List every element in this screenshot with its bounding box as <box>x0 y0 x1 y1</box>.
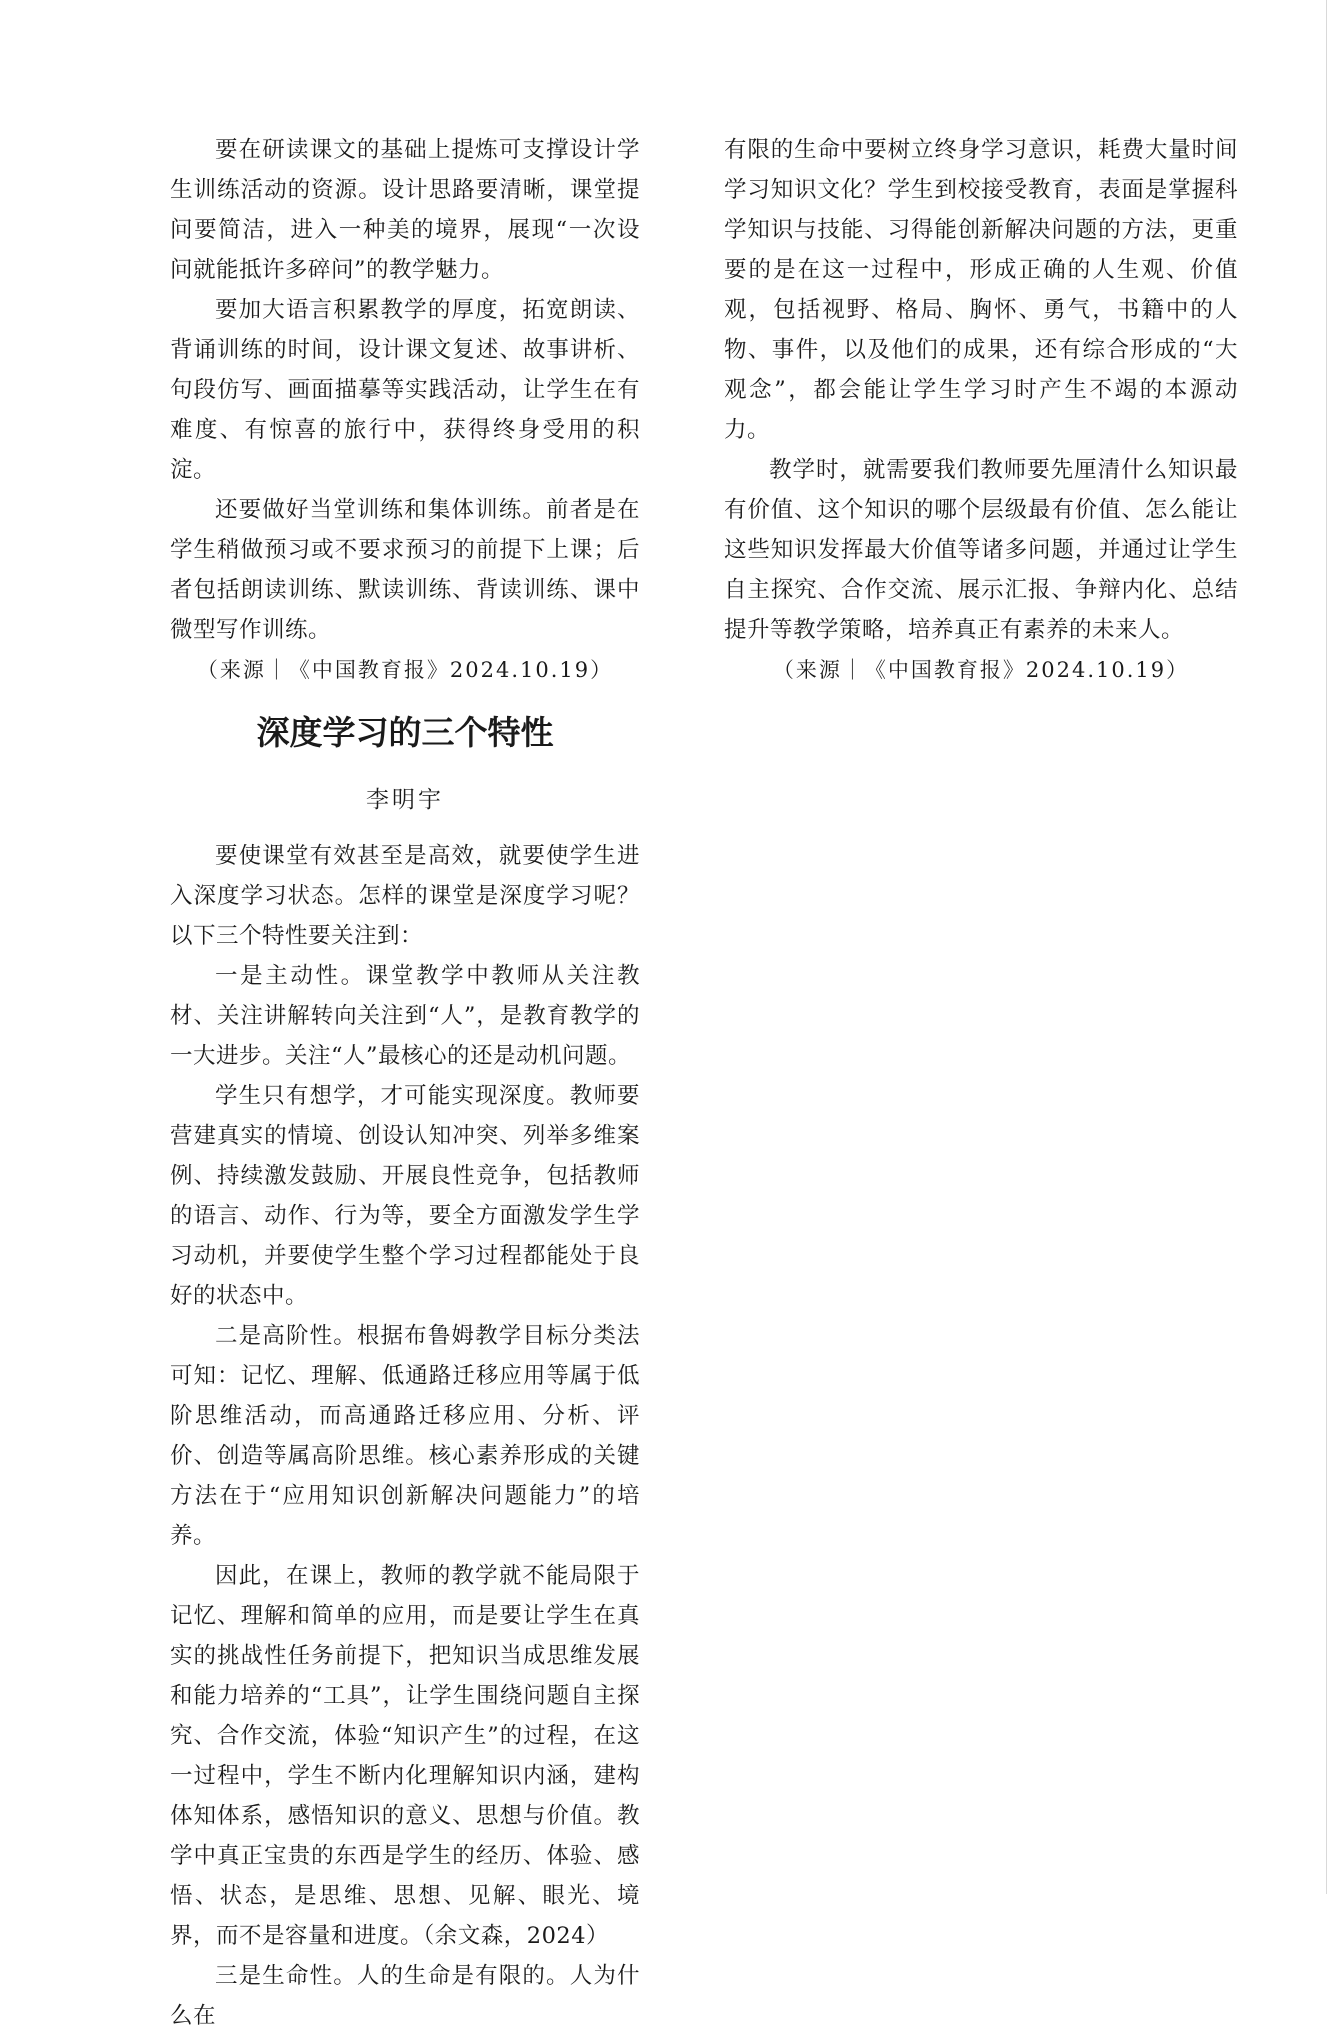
intro-paragraph-1: 要在研读课文的基础上提炼可支撑设计学生训练活动的资源。设计思路要清晰，课堂提问要简洁，进入一种美的境界，展现“一次设问就能抵许多碎问”的教学魅力。 <box>170 137 640 283</box>
article-paragraph-4: 二是高阶性。根据布鲁姆教学目标分类法可知：记忆、理解、低通路迁移应用等属于低阶思维活动，而高通路迁移应用、分析、评价、创造等属高阶思维。核心素养形成的关键方法在于“应用知识创新解决问题能力”的培养。 <box>170 1323 640 1549</box>
article-paragraph-1: 要使课堂有效甚至是高效，就要使学生进入深度学习状态。怎样的课堂是深度学习呢？以下三个特性要关注到： <box>170 843 640 949</box>
right-column <box>724 130 1238 690</box>
intro-paragraph-3: 还要做好当堂训练和集体训练。前者是在学生稍做预习或不要求预习的前提下上课；后者包括朗读训练、默读训练、背读训练、课中微型写作训练。 <box>170 497 640 643</box>
article-paragraph-2: 一是主动性。课堂教学中教师从关注教材、关注讲解转向关注到“人”，是教育教学的一大进步。关注“人”最核心的还是动机问题。 <box>170 963 640 1069</box>
continuation-paragraph: 有限的生命中要树立终身学习意识，耗费大量时间学习知识文化？学生到校接受教育，表面是掌握科学知识与技能、习得能创新解决问题的方法，更重要的是在这一过程中，形成正确的人生观、价值观，包括视野、格局、胸怀、勇气，书籍中的人物、事件，以及他们的成果，还有综合形成的“大观念”，都会能让学生学习时产生不竭的本源动力。 <box>724 137 1238 443</box>
page-edge-divider <box>1326 0 1327 1894</box>
article-title: 深度学习的三个特性 <box>256 713 554 752</box>
article-paragraph-6: 三是生命性。人的生命是有限的。人为什么在 <box>170 1963 640 2029</box>
article-paragraph-3: 学生只有想学，才可能实现深度。教师要营建真实的情境、创设认知冲突、列举多维案例、持续激发鼓励、开展良性竞争，包括教师的语言、动作、行为等，要全方面激发学生学习动机，并要使学生整个学习过程都能处于良好的状态中。 <box>170 1083 640 1309</box>
source-citation-left: （来源｜《中国教育报》2024.10.19） <box>196 658 614 682</box>
intro-paragraph-2: 要加大语言积累教学的厚度，拓宽朗读、背诵训练的时间，设计课文复述、故事讲析、句段仿写、画面描摹等实践活动，让学生在有难度、有惊喜的旅行中，获得终身受用的积淀。 <box>170 297 640 483</box>
article-author: 李明宇 <box>366 787 444 813</box>
article-paragraph-5: 因此，在课上，教师的教学就不能局限于记忆、理解和简单的应用，而是要让学生在真实的挑战性任务前提下，把知识当成思维发展和能力培养的“工具”，让学生围绕问题自主探究、合作交流，体验“知识产生”的过程，在这一过程中，学生不断内化理解知识内涵，建构体知体系，感悟知识的意义、思想与价值。教学中真正宝贵的东西是学生的经历、体验、感悟、状态，是思维、思想、见解、眼光、境界，而不是容量和进度。（余文森，2024） <box>170 1563 640 1949</box>
teaching-paragraph: 教学时，就需要我们教师要先厘清什么知识最有价值、这个知识的哪个层级最有价值、怎么能让这些知识发挥最大价值等诸多问题，并通过让学生自主探究、合作交流、展示汇报、争辩内化、总结提升等教学策略，培养真正有素养的未来人。 <box>724 457 1238 643</box>
source-citation-right: （来源｜《中国教育报》2024.10.19） <box>772 658 1190 682</box>
left-column <box>170 130 640 2036</box>
